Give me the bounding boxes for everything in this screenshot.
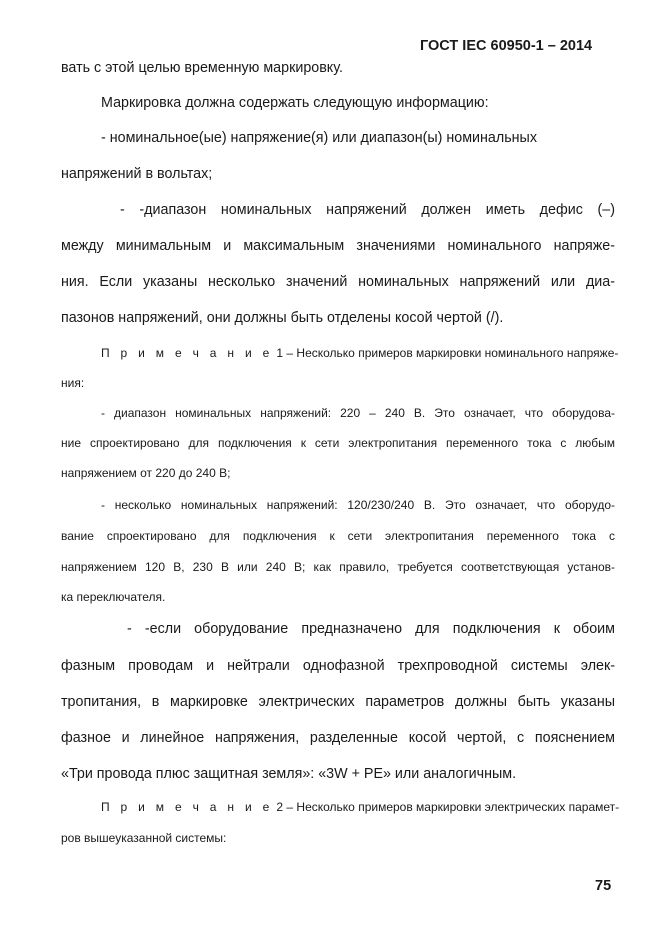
note-heading [101, 800, 620, 814]
paragraph-line: Маркировка должна содержать следующую информацию: [101, 95, 489, 111]
paragraph-line: «Три провода плюс защитная земля»: «3W + PE» или аналогичным. [61, 766, 517, 782]
note-line: ка переключателя. [61, 590, 166, 604]
paragraph-line: между минимальным и максимальным значениями номинального напряже- [61, 238, 615, 254]
note-line: - несколько номинальных напряжений: 120/230/240 В. Это означает, что оборудо- [101, 498, 615, 512]
note-line: ние спроектировано для подключения к сети электропитания переменного тока с любым [61, 436, 615, 450]
note-line: ния: [61, 376, 85, 390]
note-label: П р и м е ч а н и е [101, 800, 274, 814]
paragraph-line: тропитания, в маркировке электрических параметров должны быть указаны [61, 694, 615, 710]
paragraph-line: - -диапазон номинальных напряжений должен иметь дефис (–) [120, 202, 615, 218]
note-label: П р и м е ч а н и е [101, 346, 274, 360]
paragraph-line: ния. Если указаны несколько значений номинальных напряжений или диа- [61, 274, 615, 290]
paragraph-line: фазное и линейное напряжения, разделенные косой чертой, с пояснением [61, 730, 615, 746]
note-heading [101, 346, 619, 360]
note-line: вание спроектировано для подключения к сети электропитания переменного тока с [61, 529, 615, 543]
note-line: - диапазон номинальных напряжений: 220 – 240 В. Это означает, что оборудова- [101, 406, 615, 420]
note-heading-text: 1 – Несколько примеров маркировки номинального напряже- [273, 346, 619, 360]
paragraph-line: вать с этой целью временную маркировку. [61, 60, 343, 76]
note-line: ров вышеуказанной системы: [61, 831, 227, 845]
document-header: ГОСТ IEC 60950-1 – 2014 [420, 38, 593, 54]
note-line: напряжением 120 В, 230 В или 240 В; как правило, требуется соответствующая установ- [61, 560, 615, 574]
note-heading-text: 2 – Несколько примеров маркировки электрических парамет- [273, 800, 620, 814]
page-number: 75 [595, 878, 612, 894]
note-line: напряжением от 220 до 240 В; [61, 466, 231, 480]
paragraph-line: - номинальное(ые) напряжение(я) или диапазон(ы) номинальных [101, 130, 537, 146]
paragraph-line: напряжений в вольтах; [61, 166, 213, 182]
paragraph-line: фазным проводам и нейтрали однофазной трехпроводной системы элек- [61, 658, 615, 674]
paragraph-line: - -если оборудование предназначено для подключения к обоим [127, 621, 615, 637]
paragraph-line: пазонов напряжений, они должны быть отделены косой чертой (/). [61, 310, 504, 326]
